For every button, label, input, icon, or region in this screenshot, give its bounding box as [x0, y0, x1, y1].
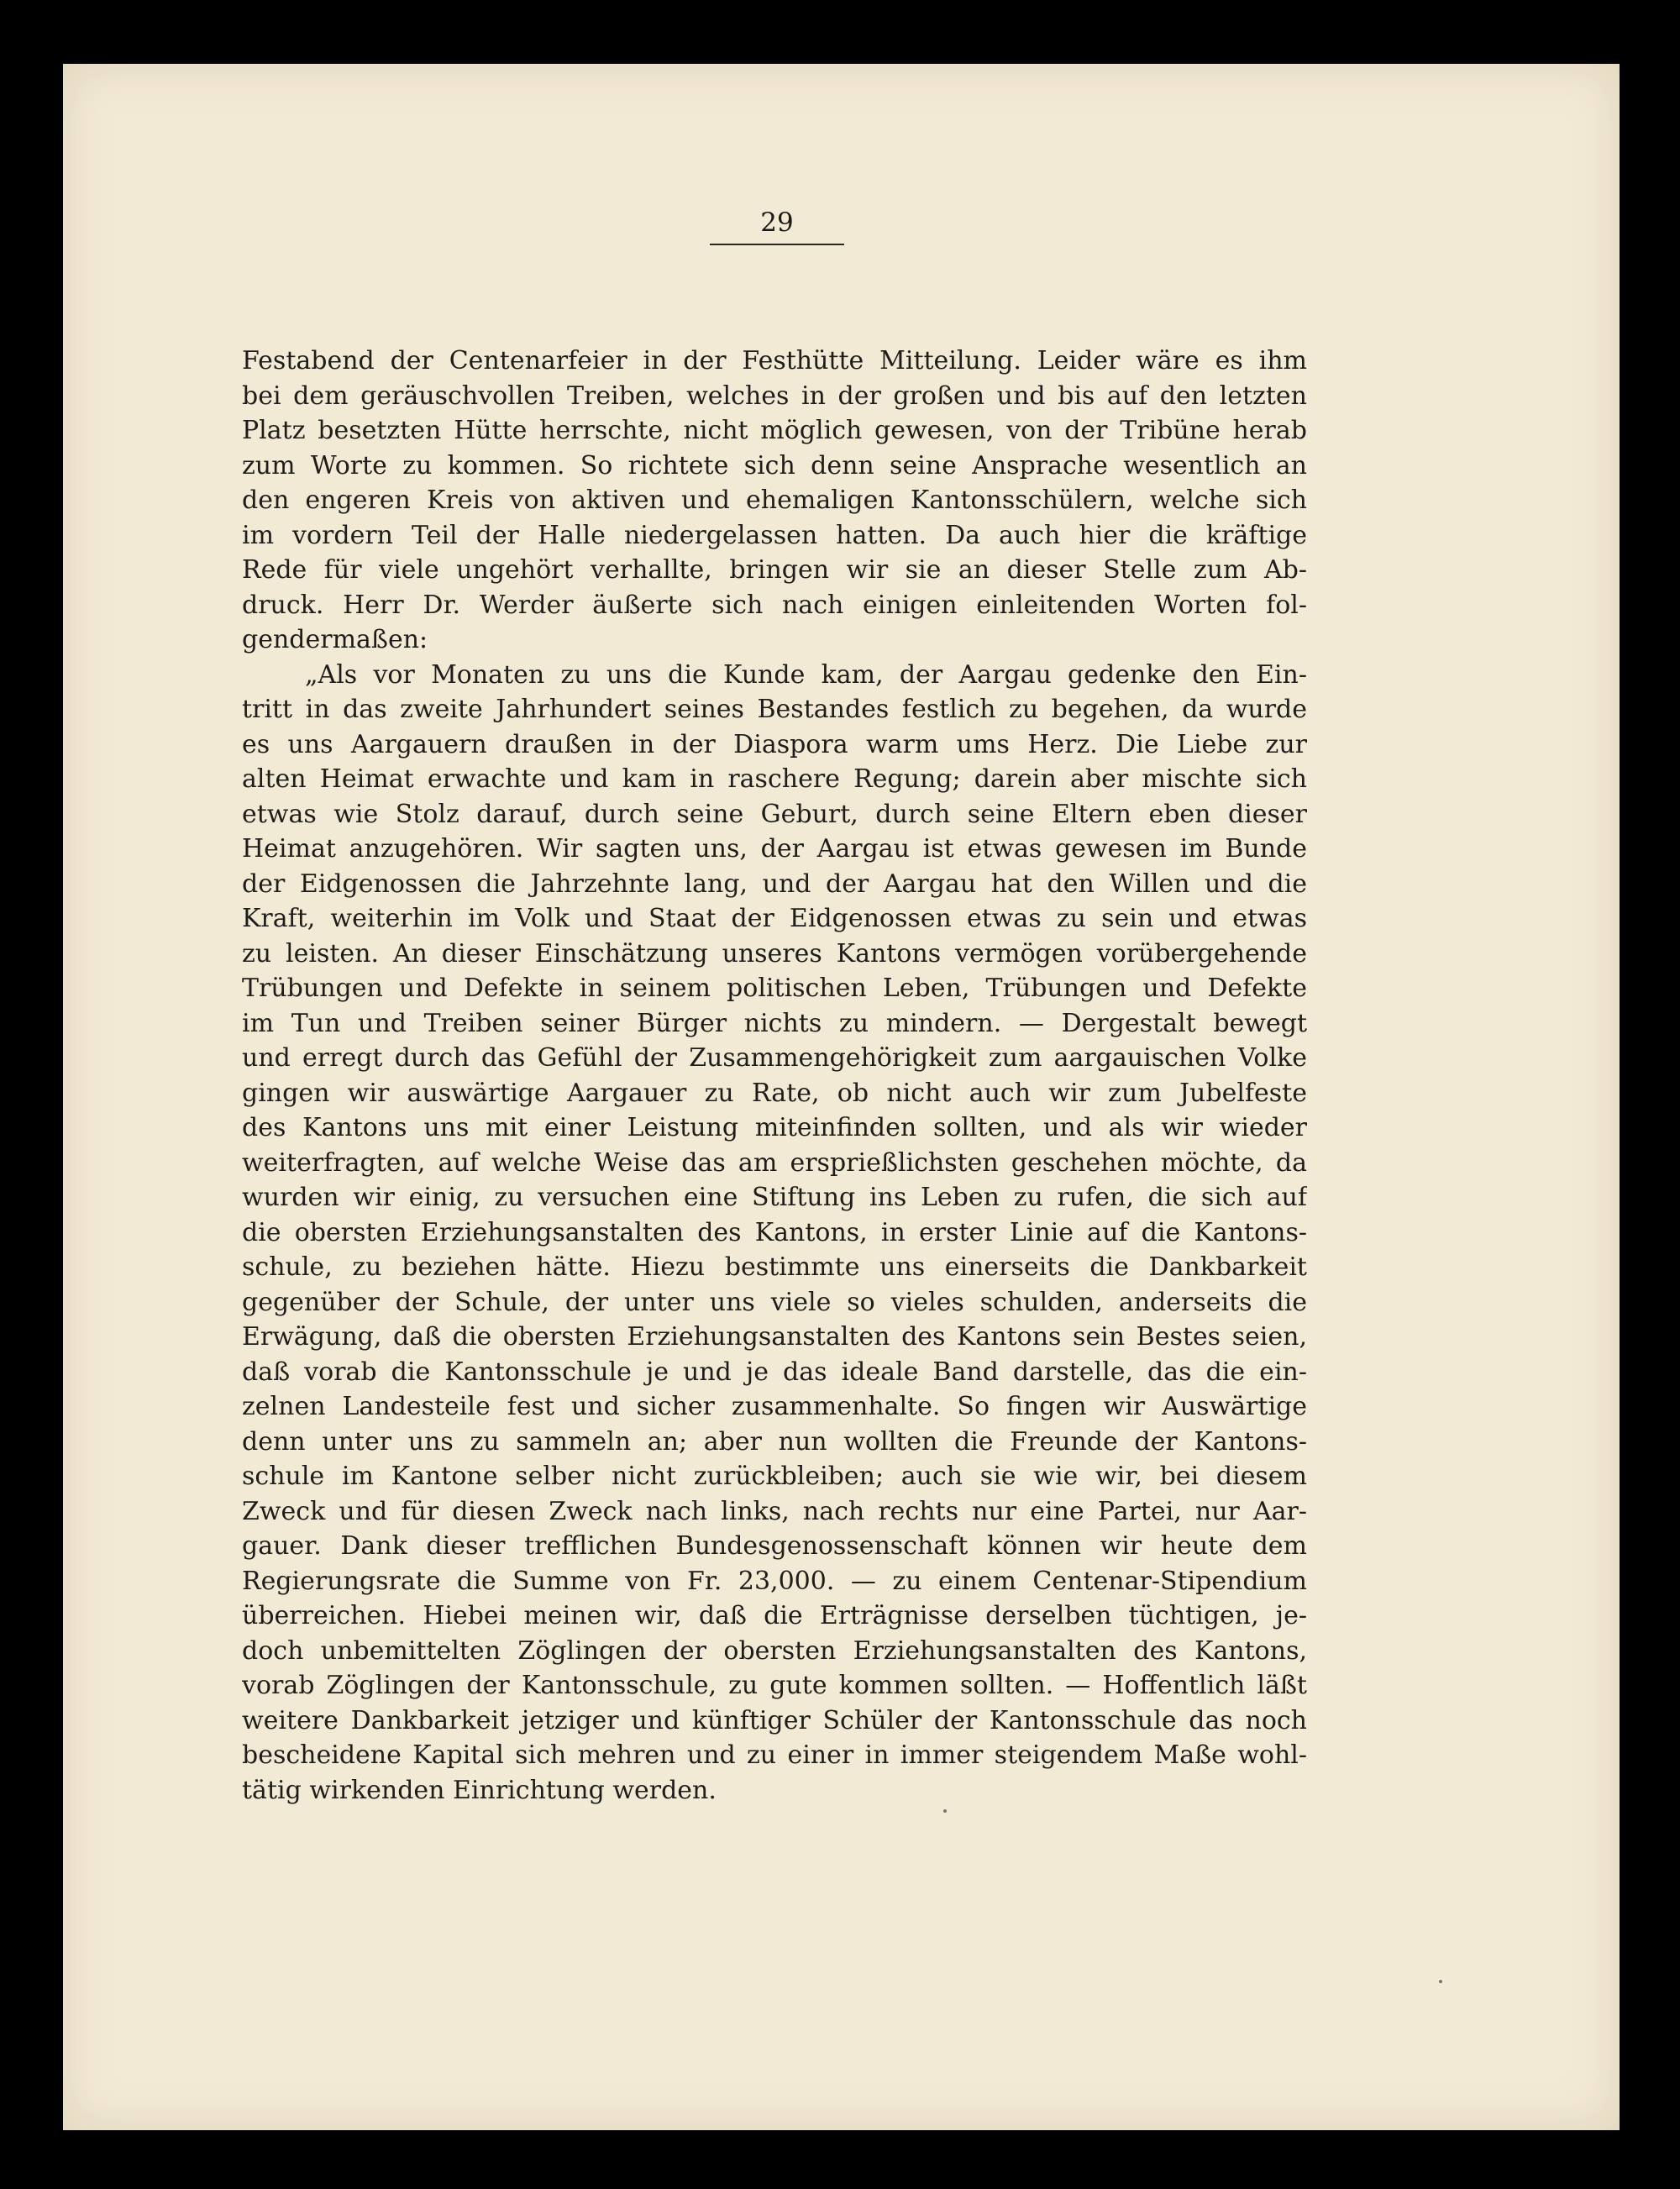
text-line: vorab Zöglingen der Kantonsschule, zu gute kommen sollten. — Hoffentlich läßt	[242, 1671, 1307, 1700]
page-number-container	[710, 207, 844, 238]
paper-speck	[943, 1809, 947, 1813]
text-line: des Kantons uns mit einer Leistung miteinfinden sollten, und als wir wieder	[242, 1113, 1307, 1142]
text-line: Heimat anzugehören. Wir sagten uns, der Aargau ist etwas gewesen im Bunde	[242, 834, 1307, 864]
text-line: Erwägung, daß die obersten Erziehungsanstalten des Kantons sein Bestes seien,	[242, 1322, 1307, 1352]
text-line: es uns Aargauern draußen in der Diaspora warm ums Herz. Die Liebe zur	[242, 729, 1307, 759]
text-line: Zweck und für diesen Zweck nach links, nach rechts nur eine Partei, nur Aar-	[242, 1496, 1307, 1526]
text-line: tätig wirkenden Einrichtung werden.	[242, 1775, 717, 1805]
text-line: tritt in das zweite Jahrhundert seines Bestandes festlich zu begehen, da wurde	[242, 695, 1307, 724]
text-line: der Eidgenossen die Jahrzehnte lang, und der Aargau hat den Willen und die	[242, 869, 1307, 899]
text-line: Festabend der Centenarfeier in der Festhütte Mitteilung. Leider wäre es ihm	[242, 346, 1307, 375]
text-line: denn unter uns zu sammeln an; aber nun wollten die Freunde der Kantons-	[242, 1426, 1307, 1457]
text-line: zu leisten. An dieser Einschätzung unseres Kantons vermögen vorübergehende	[242, 938, 1307, 969]
text-line: Trübungen und Defekte in seinem politischen Leben, Trübungen und Defekte	[242, 974, 1307, 1003]
text-line: den engeren Kreis von aktiven und ehemaligen Kantonsschülern, welche sich	[242, 486, 1307, 515]
text-line: wurden wir einig, zu versuchen eine Stiftung ins Leben zu rufen, die sich auf	[242, 1183, 1307, 1212]
text-line: im Tun und Treiben seiner Bürger nichts zu mindern. — Dergestalt bewegt	[242, 1008, 1307, 1038]
text-line: im vordern Teil der Halle niedergelassen hatten. Da auch hier die kräftige	[242, 520, 1307, 550]
text-line: Rede für viele ungehört verhallte, bringen wir sie an dieser Stelle zum Ab-	[242, 555, 1307, 585]
paper-speck	[1439, 1980, 1442, 1983]
page-number-rule	[710, 244, 844, 245]
body-text	[242, 344, 1307, 1808]
text-line: etwas wie Stolz darauf, durch seine Geburt, durch seine Eltern eben dieser	[242, 799, 1307, 829]
text-line: gegenüber der Schule, der unter uns viele so vieles schulden, anderseits die	[242, 1287, 1307, 1317]
text-line: schule im Kantone selber nicht zurückbleiben; auch sie wie wir, bei diesem	[242, 1462, 1307, 1491]
page-number: 29	[760, 207, 794, 238]
text-line: doch unbemittelten Zöglingen der obersten Erziehungsanstalten des Kantons,	[242, 1635, 1307, 1666]
text-line: zelnen Landesteile fest und sicher zusammenhalte. So fingen wir Auswärtige	[242, 1392, 1307, 1421]
text-line: gingen wir auswärtige Aargauer zu Rate, ob nicht auch wir zum Jubelfeste	[242, 1078, 1307, 1108]
text-line: Platz besetzten Hütte herrschte, nicht möglich gewesen, von der Tribüne herab	[242, 416, 1307, 445]
text-line: druck. Herr Dr. Werder äußerte sich nach einigen einleitenden Worten fol-	[242, 590, 1307, 620]
text-line: gendermaßen:	[242, 625, 428, 654]
text-line: bei dem geräuschvollen Treiben, welches in der großen und bis auf den letzten	[242, 381, 1307, 411]
text-line: weiterfragten, auf welche Weise das am ersprießlichsten geschehen möchte, da	[242, 1147, 1307, 1178]
text-line: überreichen. Hiebei meinen wir, daß die Erträgnisse derselben tüchtigen, je-	[242, 1601, 1307, 1630]
text-line: zum Worte zu kommen. So richtete sich denn seine Ansprache wesentlich an	[242, 450, 1307, 480]
text-line: Kraft, weiterhin im Volk und Staat der Eidgenossen etwas zu sein und etwas	[242, 904, 1307, 933]
text-line: gauer. Dank dieser trefflichen Bundesgenossenschaft können wir heute dem	[242, 1531, 1307, 1561]
text-line: weitere Dankbarkeit jetziger und künftiger Schüler der Kantonsschule das noch	[242, 1705, 1307, 1735]
text-line: daß vorab die Kantonsschule je und je das ideale Band darstelle, das die ein-	[242, 1357, 1307, 1387]
text-line: schule, zu beziehen hätte. Hiezu bestimmte uns einerseits die Dankbarkeit	[242, 1252, 1307, 1282]
text-line: Regierungsrate die Summe von Fr. 23,000. — zu einem Centenar-Stipendium	[242, 1566, 1307, 1596]
text-line: alten Heimat erwachte und kam in raschere Regung; darein aber mischte sich	[242, 764, 1307, 794]
text-line: die obersten Erziehungsanstalten des Kantons, in erster Linie auf die Kantons-	[242, 1217, 1307, 1247]
text-line: bescheidene Kapital sich mehren und zu einer in immer steigendem Maße wohl-	[242, 1740, 1307, 1770]
text-line: „Als vor Monaten zu uns die Kunde kam, der Aargau gedenke den Ein-	[305, 659, 1307, 690]
text-line: und erregt durch das Gefühl der Zusammengehörigkeit zum aargauischen Volke	[242, 1043, 1307, 1073]
